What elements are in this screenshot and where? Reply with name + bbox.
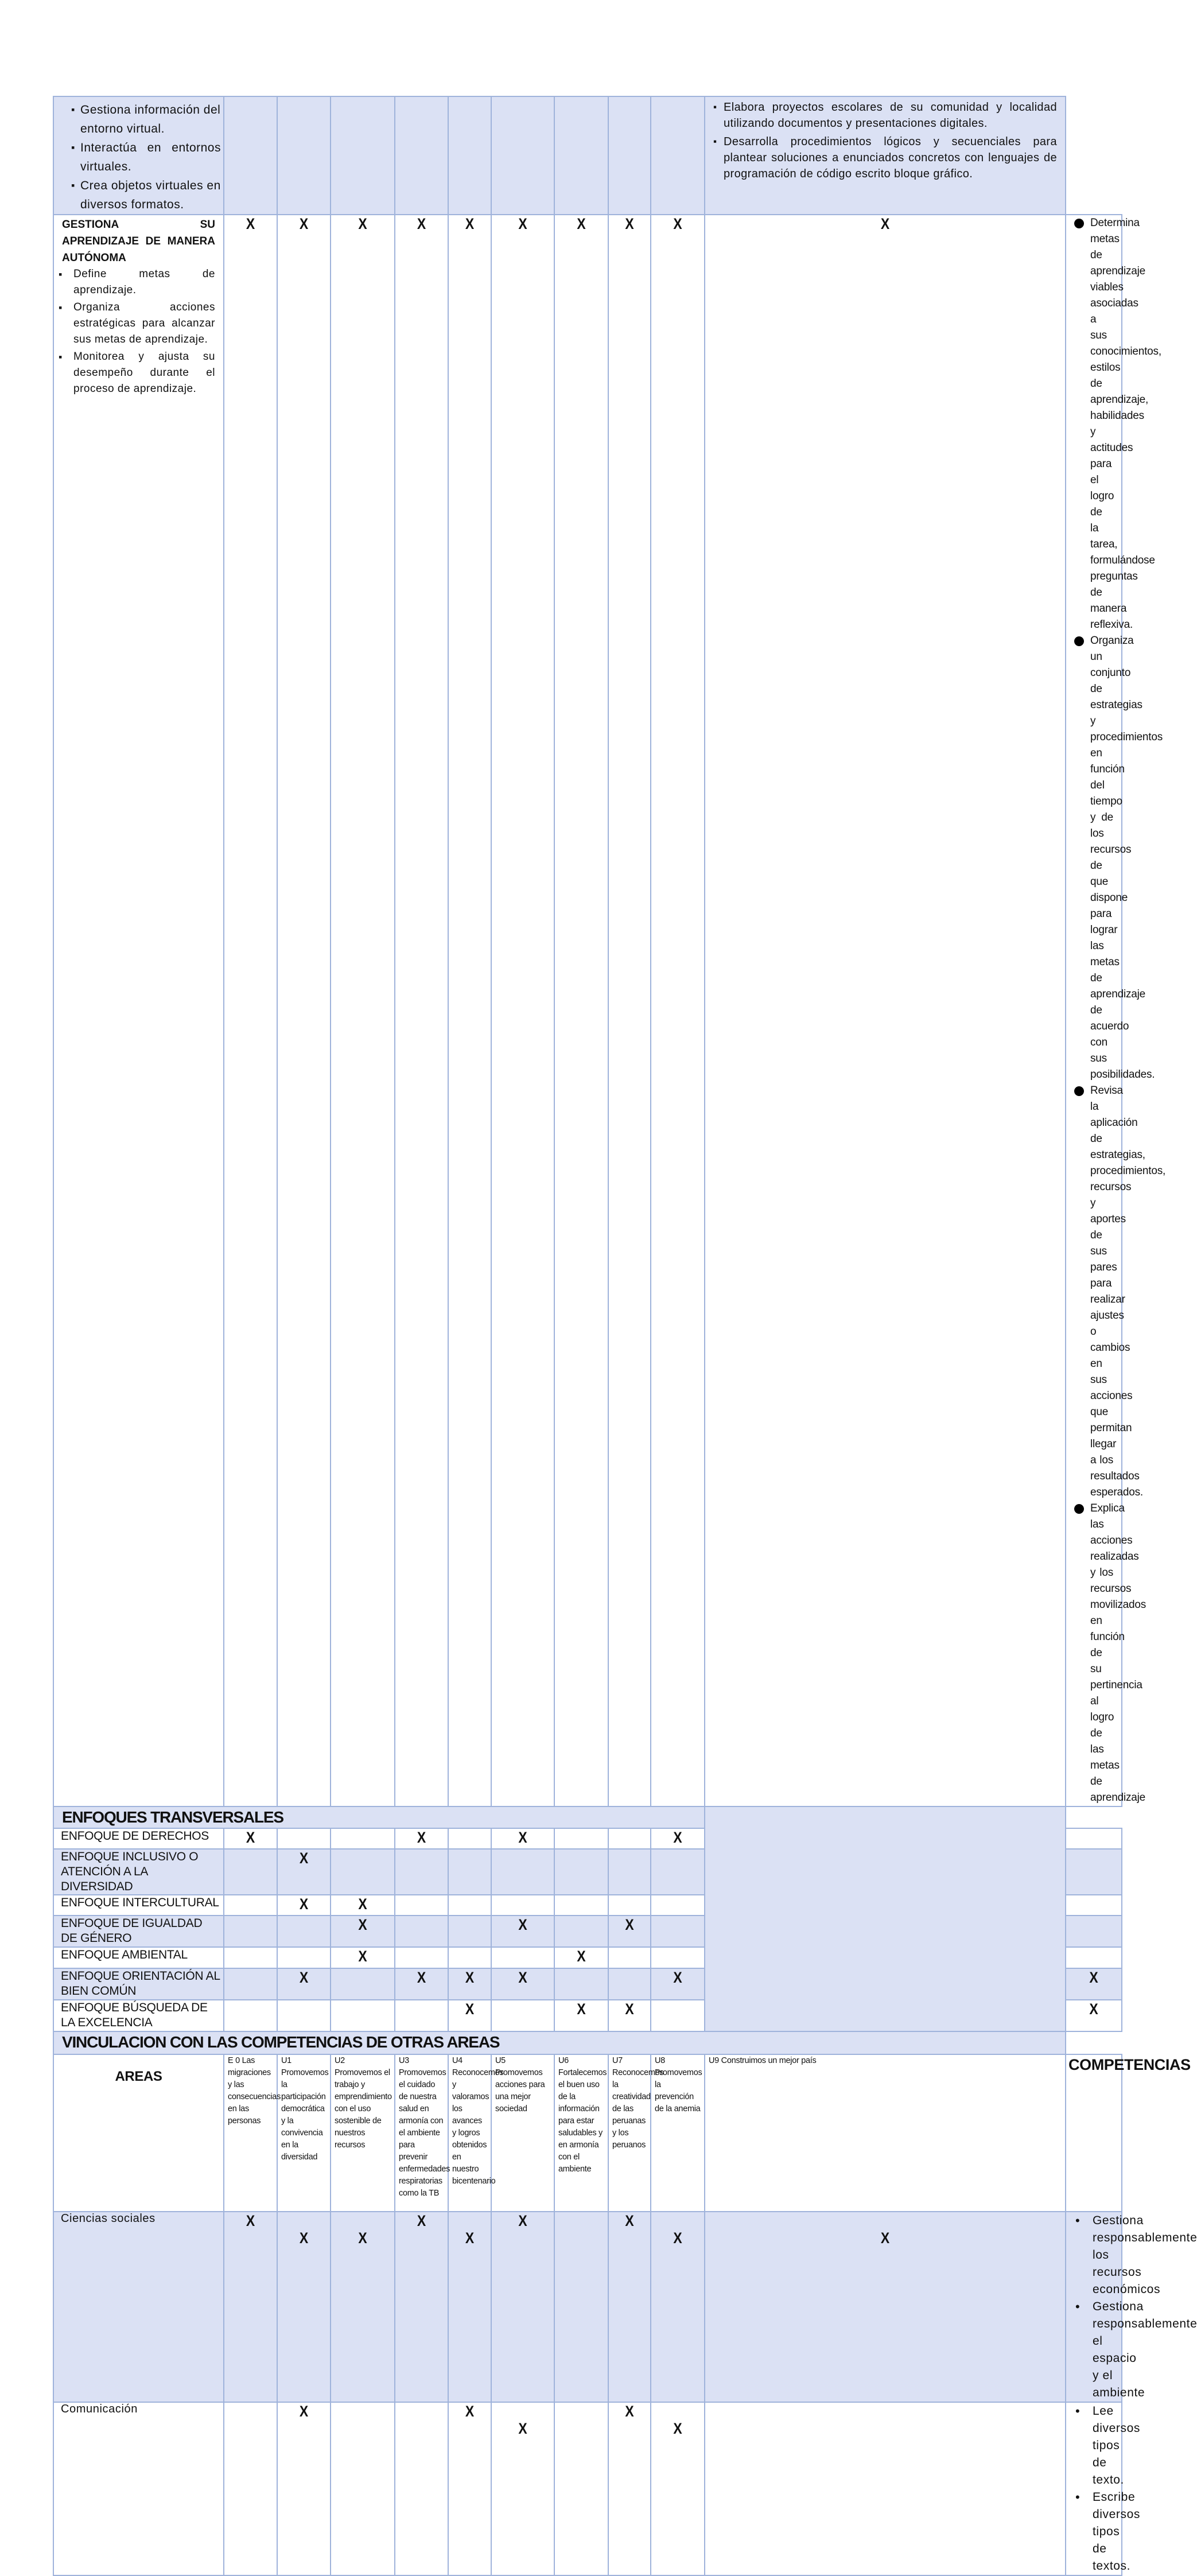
enfoque-mark: X [465,2000,475,2018]
enfoque-mark: X [625,2000,634,2018]
performance-item: Revisa la aplicación de estrategias, procedimientos, recursos y aportes de sus pares para realizar ajustes o cambios en sus acciones que permitan llegar a los resultados esperados. [1072,1083,1113,1501]
enfoque-mark: X [299,1969,309,1986]
competencia-item: • Gestiona responsablemente los recursos económicos [1068,2212,1119,2298]
enfoque-mark: X [625,1916,634,1933]
area-mark-top: X [465,2403,475,2420]
unit-mark: X [705,215,1066,1806]
area-competencias [1066,2212,1197,2402]
enfoque-mark: X [299,1850,309,1867]
unit-mark: X [651,215,705,1806]
enfoque-label: ENFOQUE ORIENTACIÓN AL BIEN COMÚN [53,1968,224,2000]
area-mark-bottom: X [518,2420,527,2437]
area-mark-top: X [518,2212,527,2229]
competencia-item: • Gestiona responsablemente el espacio y el ambiente [1068,2298,1119,2402]
enfoque-mark: X [1089,1969,1098,1986]
unit-title: U9 Construimos un mejor país [705,2054,1066,2212]
capacity-item: ▪ Crea objetos virtuales en diversos formatos. [56,176,221,214]
unit-title: U5 Promovemos acciones para una mejor sociedad [491,2054,554,2212]
performance-item: ▪ Desarrolla procedimientos lógicos y secuenciales para plantear soluciones a enunciados concretos con lenguajes de programación de código escrito bloque gráfico. [708,134,1057,182]
unit-title: U4 Reconocemos y valoramos los avances y logros obtenidos en nuestro bicentenario [448,2054,491,2212]
performance-cell-autonomous [1066,215,1166,1806]
enfoque-label: ENFOQUE AMBIENTAL [53,1947,224,1968]
enfoque-mark: X [518,1829,527,1846]
area-mark-top [282,2212,326,2229]
capacity-item: ▪ Define metas de aprendizaje. [54,266,215,298]
unit-mark: X [554,215,608,1806]
competencia-item: • Lee diversos tipos de texto. [1068,2403,1119,2489]
competency-cell-tic [53,96,224,215]
enfoque-mark: X [577,1948,586,1965]
enfoque-mark: X [358,1895,367,1913]
area-row [53,2402,1122,2575]
enfoque-label: ENFOQUE DE IGUALDAD DE GÉNERO [53,1916,224,1947]
enfoque-label: ENFOQUE INCLUSIVO O ATENCIÓN A LA DIVERSIDAD [53,1849,224,1895]
area-mark-bottom: X [465,2229,475,2247]
unit-mark: X [608,215,651,1806]
unit-mark: X [448,215,491,1806]
section-title: ENFOQUES TRANSVERSALES [53,1806,705,1828]
areas-header: AREAS [53,2054,224,2212]
enfoque-mark: X [673,1829,682,1846]
enfoque-mark: X [465,1969,475,1986]
enfoque-mark: X [1089,2000,1098,2018]
capacity-item: ▪ Interactúa en entornos virtuales. [56,138,221,176]
enfoques-empty-panel [705,1806,1066,2031]
curriculum-matrix-table [53,96,1197,2576]
performance-item: Explica las acciones realizadas y los recursos movilizados en función de su pertinencia al logro de las metas de aprendizaje [1072,1501,1113,1806]
competency-cell-autonomous [53,215,224,1806]
enfoque-mark: X [299,1895,309,1913]
competencias-header: COMPETENCIAS [1066,2054,1122,2212]
enfoque-mark: X [518,1969,527,1986]
unit-mark: X [395,215,448,1806]
area-mark-top [559,2403,604,2420]
enfoques-header-row [53,1806,1122,1828]
unit-title: U7 Reconocemos la creatividad de las peruanas y los peruanos [608,2054,651,2212]
area-name: Ciencias sociales [53,2212,224,2402]
area-mark-bottom: X [299,2229,309,2247]
area-mark-top [452,2212,487,2229]
area-mark-top [559,2212,604,2229]
unit-title: U3 Promovemos el cuidado de nuestra salud en armonía con el ambiente para prevenir enfermedades respiratorias como la TB [395,2054,448,2212]
enfoque-mark: X [358,1916,367,1933]
performance-cell-tic [705,96,1066,215]
area-mark-top [732,2212,1038,2229]
unit-mark: X [331,215,395,1806]
area-competencias [1066,2402,1140,2575]
enfoque-mark: X [577,2000,586,2018]
unit-title: U2 Promovemos el trabajo y emprendimiento con el uso sostenible de nuestros recursos [331,2054,395,2212]
capacity-item: ▪ Monitorea y ajusta su desempeño durante el proceso de aprendizaje. [54,349,215,397]
area-mark-bottom: X [358,2229,367,2247]
area-mark-top: X [625,2212,634,2229]
vinculacion-header-row [53,2031,1122,2054]
enfoque-mark: X [518,1916,527,1933]
area-mark-top [336,2212,390,2229]
area-mark-top [655,2403,700,2420]
area-mark-bottom: X [246,2212,255,2229]
competency-title: GESTIONA SU APRENDIZAJE DE MANERA AUTÓNOMA [62,219,215,264]
competencia-item: • Escribe diversos tipos de textos. [1068,2489,1119,2575]
enfoque-label: ENFOQUE INTERCULTURAL [53,1895,224,1916]
enfoque-mark: X [417,1969,426,1986]
enfoque-mark: X [358,1948,367,1965]
unit-title: E 0 Las migraciones y las consecuencias en las personas [224,2054,277,2212]
area-mark-top [399,2403,444,2420]
area-mark-bottom: X [673,2229,682,2247]
area-mark-bottom: X [673,2420,682,2437]
area-name: Comunicación [53,2402,224,2575]
unit-mark: X [224,215,277,1806]
enfoque-mark: X [246,1829,255,1846]
enfoque-mark: X [673,1969,682,1986]
area-mark-top [655,2212,700,2229]
competency-row-tic [53,96,1122,215]
performance-item: Organiza un conjunto de estrategias y procedimientos en función del tiempo y de los recursos de que dispone para lograr las metas de aprendizaje de acuerdo con sus posibilidades. [1072,633,1113,1083]
unit-title: U6 Fortalecemos el buen uso de la información para estar saludables y en armonía con el ambiente [554,2054,608,2212]
section-title: VINCULACION CON LAS COMPETENCIAS DE OTRAS AREAS [53,2031,1066,2054]
area-mark-top [228,2403,273,2420]
area-mark-bottom: X [880,2229,890,2247]
capacity-item: ▪ Gestiona información del entorno virtual. [56,100,221,138]
area-mark-top [732,2403,1038,2420]
capacity-item: ▪ Organiza acciones estratégicas para alcanzar sus metas de aprendizaje. [54,300,215,348]
enfoque-label: ENFOQUE BÚSQUEDA DE LA EXCELENCIA [53,2000,224,2031]
units-header-row [53,2054,1122,2212]
unit-mark: X [491,215,554,1806]
enfoque-mark: X [417,1829,426,1846]
enfoque-label: ENFOQUE DE DERECHOS [53,1828,224,1849]
area-mark-top: X [417,2212,426,2229]
area-mark-top [496,2403,549,2420]
unit-title: U8 Promovemos la prevención de la anemia [651,2054,705,2212]
performance-item: ▪ Elabora proyectos escolares de su comunidad y localidad utilizando documentos y presentaciones digitales. [708,99,1057,131]
area-row [53,2212,1122,2402]
competency-row-autonomous [53,215,1122,1806]
area-mark-top [336,2403,390,2420]
performance-item: Determina metas de aprendizaje viables asociadas a sus conocimientos, estilos de aprendizaje, habilidades y actitudes para el logro de la tarea, formulándose preguntas de manera reflexiva. [1072,215,1113,633]
unit-title: U1 Promovemos la participación democrática y la convivencia en la diversidad [277,2054,331,2212]
area-mark-top: X [299,2403,309,2420]
area-mark-top: X [625,2403,634,2420]
unit-mark: X [277,215,331,1806]
